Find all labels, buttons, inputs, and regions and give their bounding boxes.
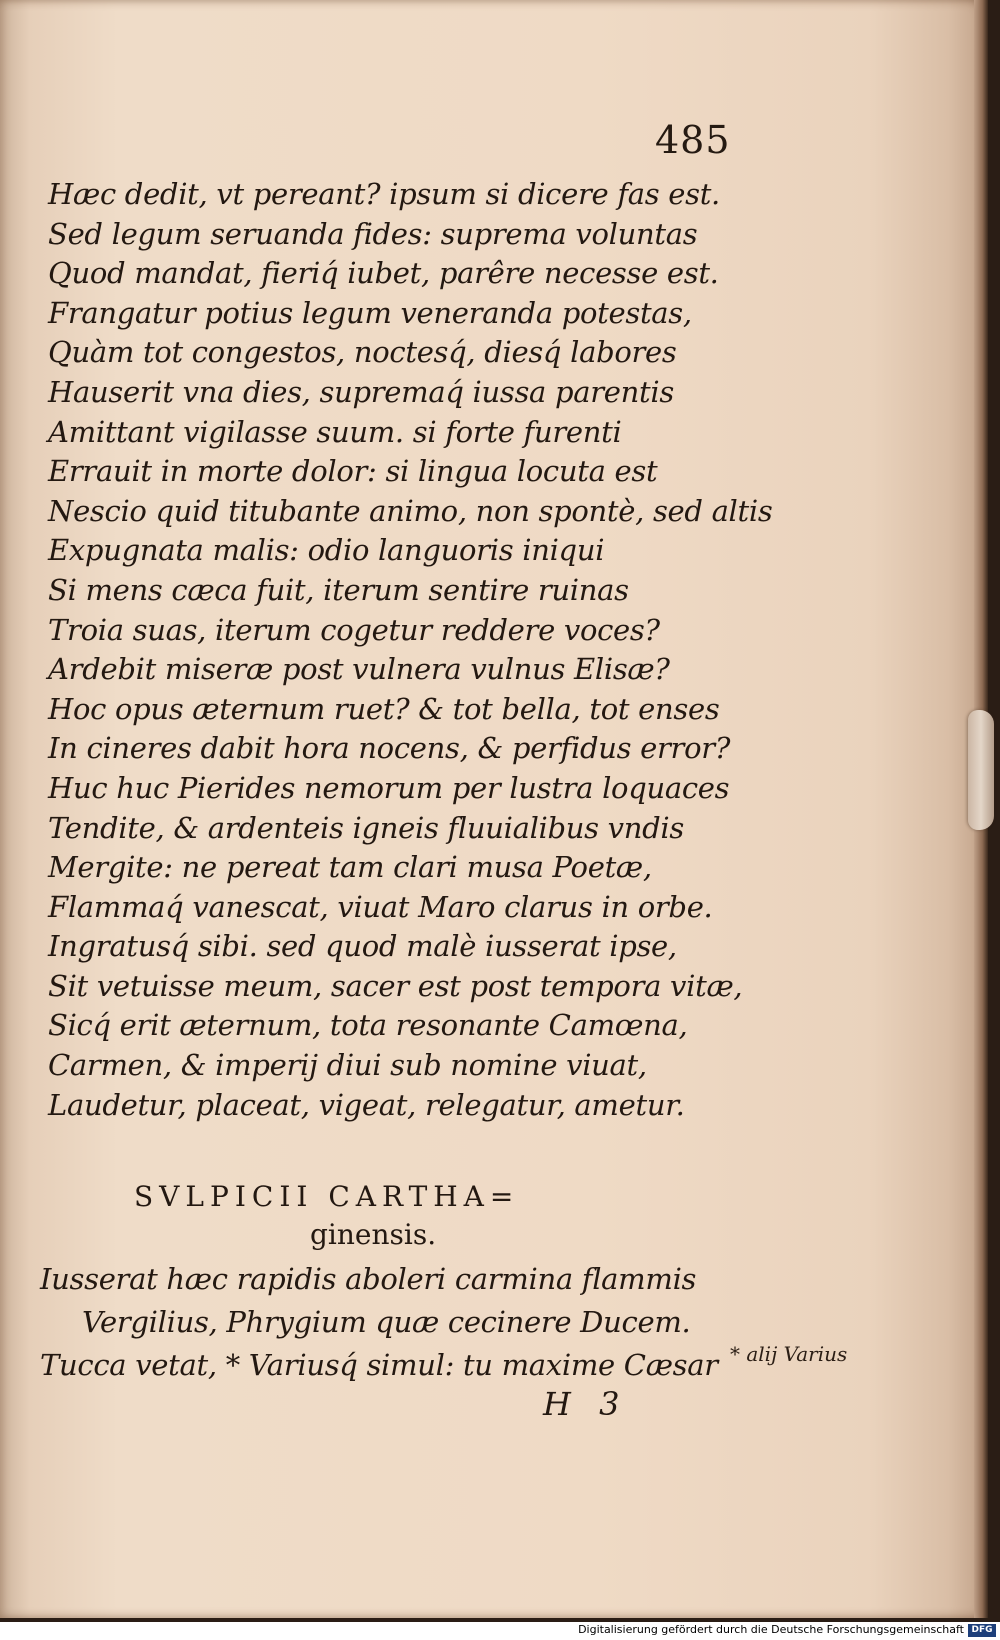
- poem-line: Hoc opus æternum ruet? & tot bella, tot enses: [48, 691, 720, 726]
- poem-line: Hæc dedit, vt pereant? ipsum si dicere fas est.: [48, 177, 720, 211]
- poem-line: Carmen, & imperij diui sub nomine viuat,: [48, 1048, 647, 1083]
- poem-line: Mergite: ne pereat tam clari musa Poetæ,: [48, 850, 652, 885]
- poem-line: Ardebit miseræ post vulnera vulnus Elisæ?: [48, 652, 670, 687]
- poem-line: Sit vetuisse meum, sacer est post tempora vitæ,: [48, 968, 743, 1003]
- poem-block: [48, 175, 773, 1125]
- epigram-line: Tucca vetat, * Variusq́ simul: tu maxime Cæsar: [40, 1348, 718, 1382]
- poem-line: Troia suas, iterum cogetur reddere voces?: [48, 612, 660, 647]
- poem-line: Amittant vigilasse suum. si forte furenti: [48, 414, 622, 449]
- marginal-note: * alij Varius: [730, 1342, 848, 1366]
- poem-line: Expugnata malis: odio languoris iniqui: [48, 533, 605, 568]
- poem-line: Flammaq́ vanescat, viuat Maro clarus in orbe.: [48, 889, 713, 924]
- epigram-line: Iusserat hæc rapidis aboleri carmina flammis: [40, 1262, 697, 1296]
- poem-line: Si mens cæca fuit, iterum sentire ruinas: [48, 572, 629, 607]
- poem-line: Huc huc Pierides nemorum per lustra loquaces: [48, 770, 730, 805]
- poem-line: Quàm tot congestos, noctesq́, diesq́ labores: [48, 335, 677, 370]
- dfg-logo: DFG: [968, 1624, 996, 1637]
- poem-line: Ingratusq́ sibi. sed quod malè iusserat ipse,: [48, 929, 677, 964]
- poem-line: Quod mandat, fieriq́ iubet, parêre necesse est.: [48, 256, 719, 291]
- poem-line: Nescio quid titubante animo, non spontè, sed altis: [48, 493, 773, 528]
- section-heading: SVLPICII CARTHA=: [134, 1180, 520, 1213]
- poem-line: In cineres dabit hora nocens, & perfidus error?: [48, 731, 731, 766]
- poem-line: Laudetur, placeat, vigeat, relegatur, ametur.: [48, 1087, 685, 1122]
- section-heading-continuation: ginensis.: [310, 1218, 437, 1251]
- epigram-block: [40, 1258, 740, 1387]
- page-tab-marker: [968, 710, 994, 830]
- poem-line: Errauit in morte dolor: si lingua locuta est: [48, 454, 658, 489]
- poem-line: Hauserit vna dies, supremaq́ iussa parentis: [48, 374, 674, 409]
- epigram-line: Vergilius, Phrygium quæ cecinere Ducem.: [82, 1305, 691, 1339]
- poem-line: Sicq́ erit æternum, tota resonante Camœna,: [48, 1008, 688, 1043]
- poem-line: Frangatur potius legum veneranda potestas,: [48, 295, 692, 330]
- funding-credit: Digitalisierung gefördert durch die Deutsche Forschungsgemeinschaft: [578, 1623, 964, 1636]
- poem-line: Tendite, & ardenteis igneis fluuialibus vndis: [48, 810, 684, 845]
- page-number: 485: [655, 118, 731, 162]
- poem-line: Sed legum seruanda fides: suprema voluntas: [48, 216, 698, 251]
- footer-bar: [0, 1622, 1000, 1640]
- signature-mark: H 3: [543, 1385, 620, 1423]
